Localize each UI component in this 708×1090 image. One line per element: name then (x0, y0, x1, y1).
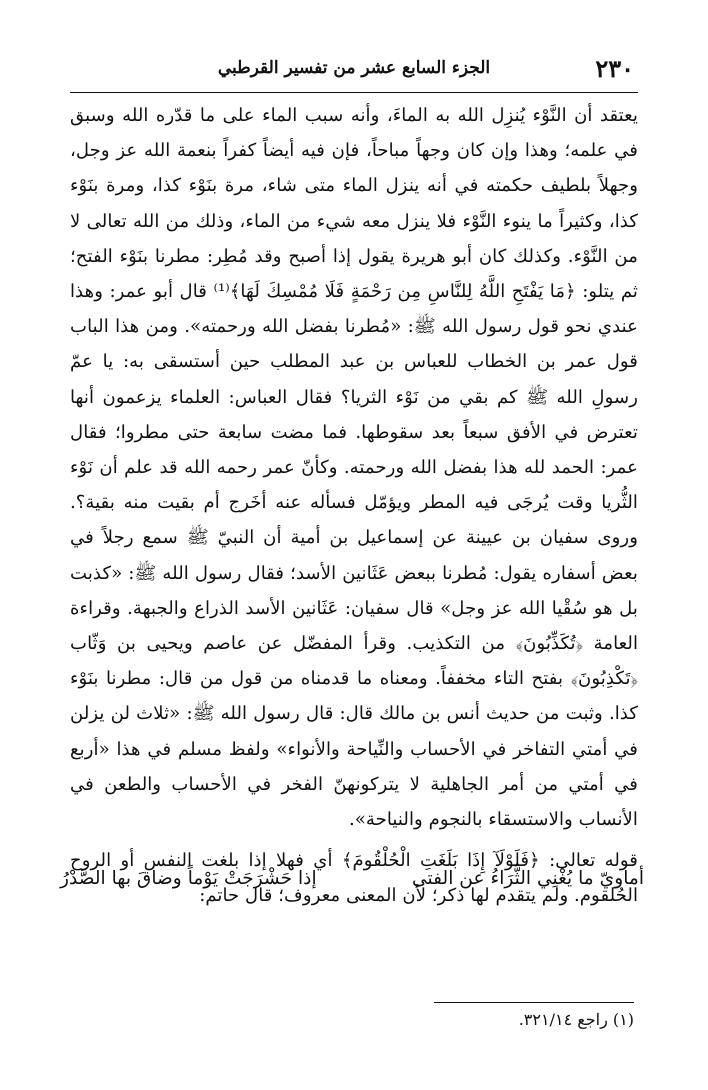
verse-first-hemistich: أماويّ ما يُغْنِي الثَّرَاءُ عن الفتى (412, 868, 644, 889)
footnote: (١) راجع ٣٢١/١٤. (518, 1010, 634, 1029)
running-title: الجزء السابع عشر من تفسير القرطبي (217, 58, 491, 78)
body-paragraph: يعتقد أن النَّوْء يُنزِل الله به الماءَ، وأنه سبب الماء على ما قدّره الله وسبق في علمه؛ وهذا وإن كان وجهاً مباحاً، فإن فيه أيضاً كفراً بنعمة الله عز وجل، وجهلاً بلطيف حكمته في أنه ينزل الماء متى شاء، مرة بنَوْء كذا، ومرة بنَوْء كذا، وكثيراً ما ينوء النَّوْء فلا ينزل معه شيء من الماء، وذلك من الله تعالى لا من النَّوْء. وكذلك كان أبو هريرة يقول إذا أصبح وقد مُطِر: مطرنا بنَوْء الفتح؛ ثم يتلو: ﴿مَا يَفْتَحِ اللَّهُ لِلنَّاسِ مِن رَحْمَةٍ فَلَا مُمْسِكَ لَهَا﴾⁽¹⁾ قال أبو عمر: وهذا عندي نحو قول رسول الله ﷺ: «مُطرنا بفضل الله ورحمته». ومن هذا الباب قول عمر بن الخطاب للعباس بن عبد المطلب حين أستسقى به: يا عمّ رسولِ الله ﷺ كم بقي من نَوْء الثريا؟ فقال العباس: العلماء يزعمون أنها تعترض في الأفق سبعاً بعد سقوطها. فما مضت سابعة حتى مطروا؛ فقال عمر: الحمد لله هذا بفضل الله ورحمته. وكأنّ عمر رحمه الله قد علم أن نَوْء الثُّريا وقت يُرجَى فيه المطر ويؤمّل فسأله عنه أخَرج أم بقيت منه بقية؟. وروى سفيان بن عيينة عن إسماعيل بن أمية أن النبيّ ﷺ سمع رجلاً في بعض أسفاره يقول: مُطرنا ببعض عَثَانين الأسد؛ فقال رسول الله ﷺ: «كذبت بل هو سُقْيا الله عز وجل» قال سفيان: عَثَانين الأسد الذراع والجبهة. وقراءة العامة ﴿تُكَذِّبُونَ﴾ من التكذيب. وقرأ المفضّل عن عاصم ويحيى بن وَثّاب ﴿تَكْذِبُونَ﴾ بفتح التاء مخففاً. ومعناه ما قدمناه من قول من قال: مطرنا بنَوْء كذا. وثبت من حديث أنس بن مالك قال: قال رسول الله ﷺ: «ثلاث لن يزلن في أمتي التفاخر في الأحساب والنِّياحة والأنواء» ولفظ مسلم في هذا «أربع في أمتي من أمر الجاهلية لا يتركونهنّ الفخر في الأحساب والطعن في الأنساب والاستسقاء بالنجوم والنياحة». (70, 105, 638, 831)
verse-second-hemistich: إذا حَشْرَجَتْ يَوْماً وضاقَ بها الصَّدْرُ (60, 868, 317, 889)
main-text (70, 98, 638, 914)
page-number: ٢٣٠ (595, 54, 634, 83)
footnote-divider (434, 1002, 634, 1003)
header-divider (70, 92, 638, 93)
body-paragraph: قوله تعالى: ﴿فَلَوْلَآ إِذَا بَلَغَتِ الْحُلْقُومَ﴾ أي فهلا إذا بلغت النفس أو الروح الحُلقوم. ولم يتقدم لها ذكر؛ لأن المعنى معروف؛ قال حاتم: (70, 850, 638, 907)
page-header (70, 48, 638, 88)
